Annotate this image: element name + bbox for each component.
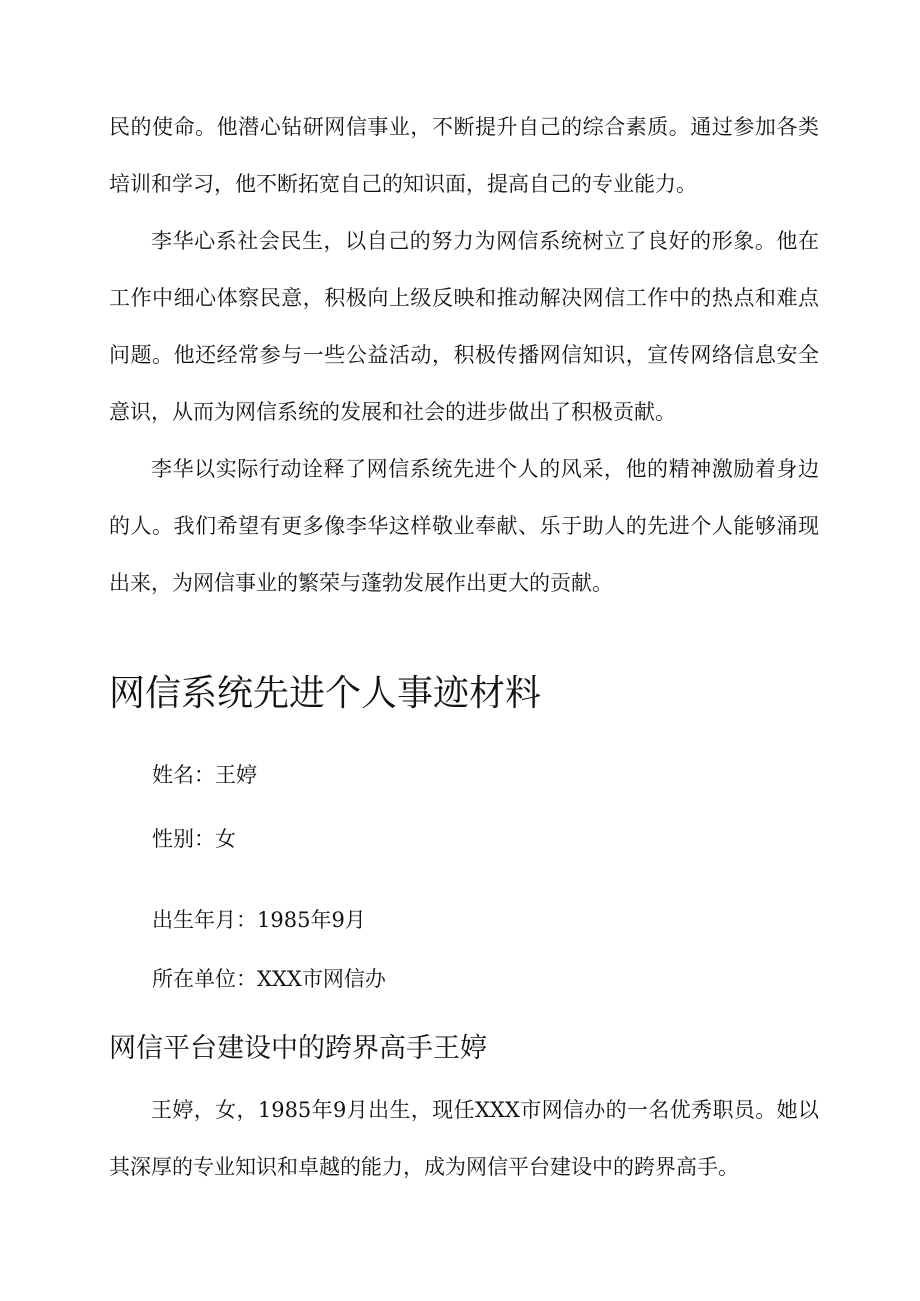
paragraph-conclusion: 李华以实际行动诠释了网信系统先进个人的风采，他的精神激励着身边的人。我们希望有更多像李华这样敬业奉献、乐于助人的先进个人能够涌现出来，为网信事业的繁荣与蓬勃发展作出更大的贡献。 [109, 457, 819, 595]
field-name: 姓名：王婷 [152, 763, 257, 787]
paragraph-intro: 王婷，女，1985年9月出生，现任XXX市网信办的一名优秀职员。她以其深厚的专业知识和卓越的能力，成为网信平台建设中的跨界高手。 [109, 1098, 819, 1179]
paragraph-mission: 民的使命。他潜心钻研网信事业，不断提升自己的综合素质。通过参加各类培训和学习，他不断拓宽自己的知识面，提高自己的专业能力。 [109, 115, 819, 196]
field-gender: 性别：女 [152, 827, 236, 851]
document-title: 网信系统先进个人事迹材料 [109, 673, 542, 714]
field-unit: 所在单位：XXX市网信办 [152, 967, 386, 991]
field-birth: 出生年月：1985年9月 [152, 908, 366, 932]
section-subtitle: 网信平台建设中的跨界高手王婷 [109, 1033, 487, 1064]
paragraph-social-care: 李华心系社会民生，以自己的努力为网信系统树立了良好的形象。他在工作中细心体察民意，积极向上级反映和推动解决网信工作中的热点和难点问题。他还经常参与一些公益活动，积极传播网信知识，宣传网络信息安全意识，从而为网信系统的发展和社会的进步做出了积极贡献。 [109, 229, 819, 424]
